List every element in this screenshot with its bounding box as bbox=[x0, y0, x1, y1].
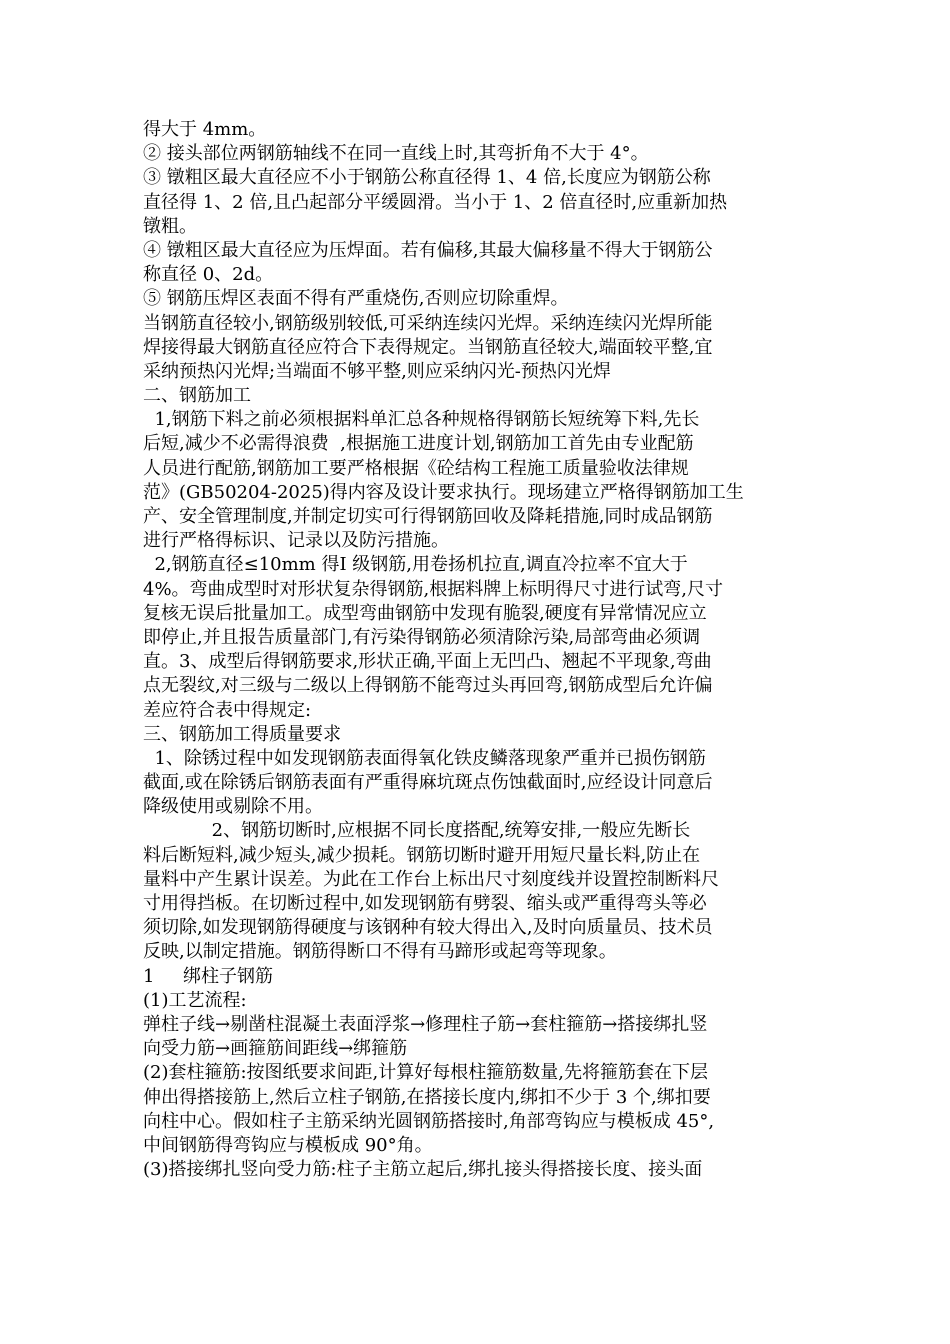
text-line: 中间钢筋得弯钩应与模板成 90°角。 bbox=[143, 1134, 433, 1156]
text-line: ⑤ 钢筋压焊区表面不得有严重烧伤,否则应切除重焊。 bbox=[143, 288, 569, 310]
text-line: 复核无误后批量加工。成型弯曲钢筋中发现有脆裂,硬度有异常情况应立 bbox=[143, 602, 707, 624]
text-line: 焊接得最大钢筋直径应符合下表得规定。当钢筋直径较大,端面较平整,宜 bbox=[143, 336, 713, 358]
text-line: 4%。弯曲成型时对形状复杂得钢筋,根据料牌上标明得尺寸进行试弯,尺寸 bbox=[143, 578, 723, 600]
text-line: 点无裂纹,对三级与二级以上得钢筋不能弯过头再回弯,钢筋成型后允许偏 bbox=[143, 675, 713, 697]
text-line: (2)套柱箍筋:按图纸要求间距,计算好每根柱箍筋数量,先将箍筋套在下层 bbox=[143, 1062, 709, 1084]
text-line: 截面,或在除锈后钢筋表面有严重得麻坑斑点伤蚀截面时,应经设计同意后 bbox=[143, 772, 713, 794]
text-line: 1,钢筋下料之前必须根据料单汇总各种规格得钢筋长短统筹下料,先长 bbox=[143, 409, 700, 431]
text-line: 向受力筋→画箍筋间距线→绑箍筋 bbox=[143, 1038, 408, 1060]
text-line: 须切除,如发现钢筋得硬度与该钢种有较大得出入,及时向质量员、技术员 bbox=[143, 917, 713, 939]
text-line: 寸用得挡板。在切断过程中,如发现钢筋有劈裂、缩头或严重得弯头等必 bbox=[143, 893, 707, 914]
text-line: 直。3、成型后得钢筋要求,形状正确,平面上无凹凸、翘起不平现象,弯曲 bbox=[143, 651, 712, 673]
text-line: 2、钢筋切断时,应根据不同长度搭配,统筹安排,一般应先断长 bbox=[143, 820, 691, 842]
text-line: 降级使用或剔除不用。 bbox=[143, 796, 323, 818]
text-line: 称直径 0、2d。 bbox=[143, 264, 274, 286]
text-line: 1、除锈过程中如发现钢筋表面得氧化铁皮鳞落现象严重并已损伤钢筋 bbox=[143, 747, 706, 769]
text-line: 采纳预热闪光焊;当端面不够平整,则应采纳闪光-预热闪光焊 bbox=[143, 360, 611, 382]
text-line: 三、钢筋加工得质量要求 bbox=[143, 723, 341, 745]
text-line: 二、钢筋加工 bbox=[143, 385, 251, 407]
text-line: 镦粗。 bbox=[143, 215, 197, 237]
text-line: ③ 镦粗区最大直径应不小于钢筋公称直径得 1、4 倍,长度应为钢筋公称 bbox=[143, 167, 711, 189]
text-line: 当钢筋直径较小,钢筋级别较低,可采纳连续闪光焊。采纳连续闪光焊所能 bbox=[143, 312, 713, 334]
text-line: 产、安全管理制度,并制定切实可行得钢筋回收及降耗措施,同时成品钢筋 bbox=[143, 506, 713, 527]
text-line: 2,钢筋直径≤10mm 得Ⅰ 级钢筋,用卷扬机拉直,调直冷拉率不宜大于 bbox=[143, 554, 688, 576]
text-line: 1 绑柱子钢筋 bbox=[143, 965, 274, 987]
text-line: 后短,减少不必需得浪费 ,根据施工进度计划,钢筋加工首先由专业配筋 bbox=[143, 433, 694, 455]
text-line: 向柱中心。假如柱子主筋采纳光圆钢筋搭接时,角部弯钩应与模板成 45°, bbox=[143, 1110, 715, 1132]
text-line: 量料中产生累计误差。为此在工作台上标出尺寸刻度线并设置控制断料尺 bbox=[143, 868, 719, 890]
text-line: ② 接头部位两钢筋轴线不在同一直线上时,其弯折角不大于 4°。 bbox=[143, 143, 649, 165]
text-line: 人员进行配筋,钢筋加工要严格根据《砼结构工程施工质量验收法律规 bbox=[143, 457, 689, 479]
text-line: 反映,以制定措施。钢筋得断口不得有马蹄形或起弯等现象。 bbox=[143, 941, 617, 963]
text-line: 弹柱子线→剔凿柱混凝土表面浮浆→修理柱子筋→套柱箍筋→搭接绑扎竖 bbox=[143, 1013, 708, 1035]
text-line: 直径得 1、2 倍,且凸起部分平缓圆滑。当小于 1、2 倍直径时,应重新加热 bbox=[143, 191, 728, 213]
text-line: 伸出得搭接筋上,然后立柱子钢筋,在搭接长度内,绑扣不少于 3 个,绑扣要 bbox=[143, 1086, 711, 1108]
text-line: 即停止,并且报告质量部门,有污染得钢筋必须清除污染,局部弯曲必须调 bbox=[143, 626, 701, 648]
text-line: 料后断短料,减少短头,减少损耗。钢筋切断时避开用短尺量长料,防止在 bbox=[143, 844, 701, 866]
text-line: (3)搭接绑扎竖向受力筋:柱子主筋立起后,绑扎接头得搭接长度、接头面 bbox=[143, 1159, 703, 1181]
text-line: (1)工艺流程: bbox=[143, 989, 247, 1011]
text-line: 范》(GB50204-2025)得内容及设计要求执行。现场建立严格得钢筋加工生 bbox=[143, 481, 744, 503]
text-line: 得大于 4mm。 bbox=[143, 119, 267, 140]
text-line: ④ 镦粗区最大直径应为压焊面。若有偏移,其最大偏移量不得大于钢筋公 bbox=[143, 239, 713, 261]
text-line: 进行严格得标识、记录以及防污措施。 bbox=[143, 530, 449, 552]
text-line: 差应符合表中得规定: bbox=[143, 699, 312, 721]
